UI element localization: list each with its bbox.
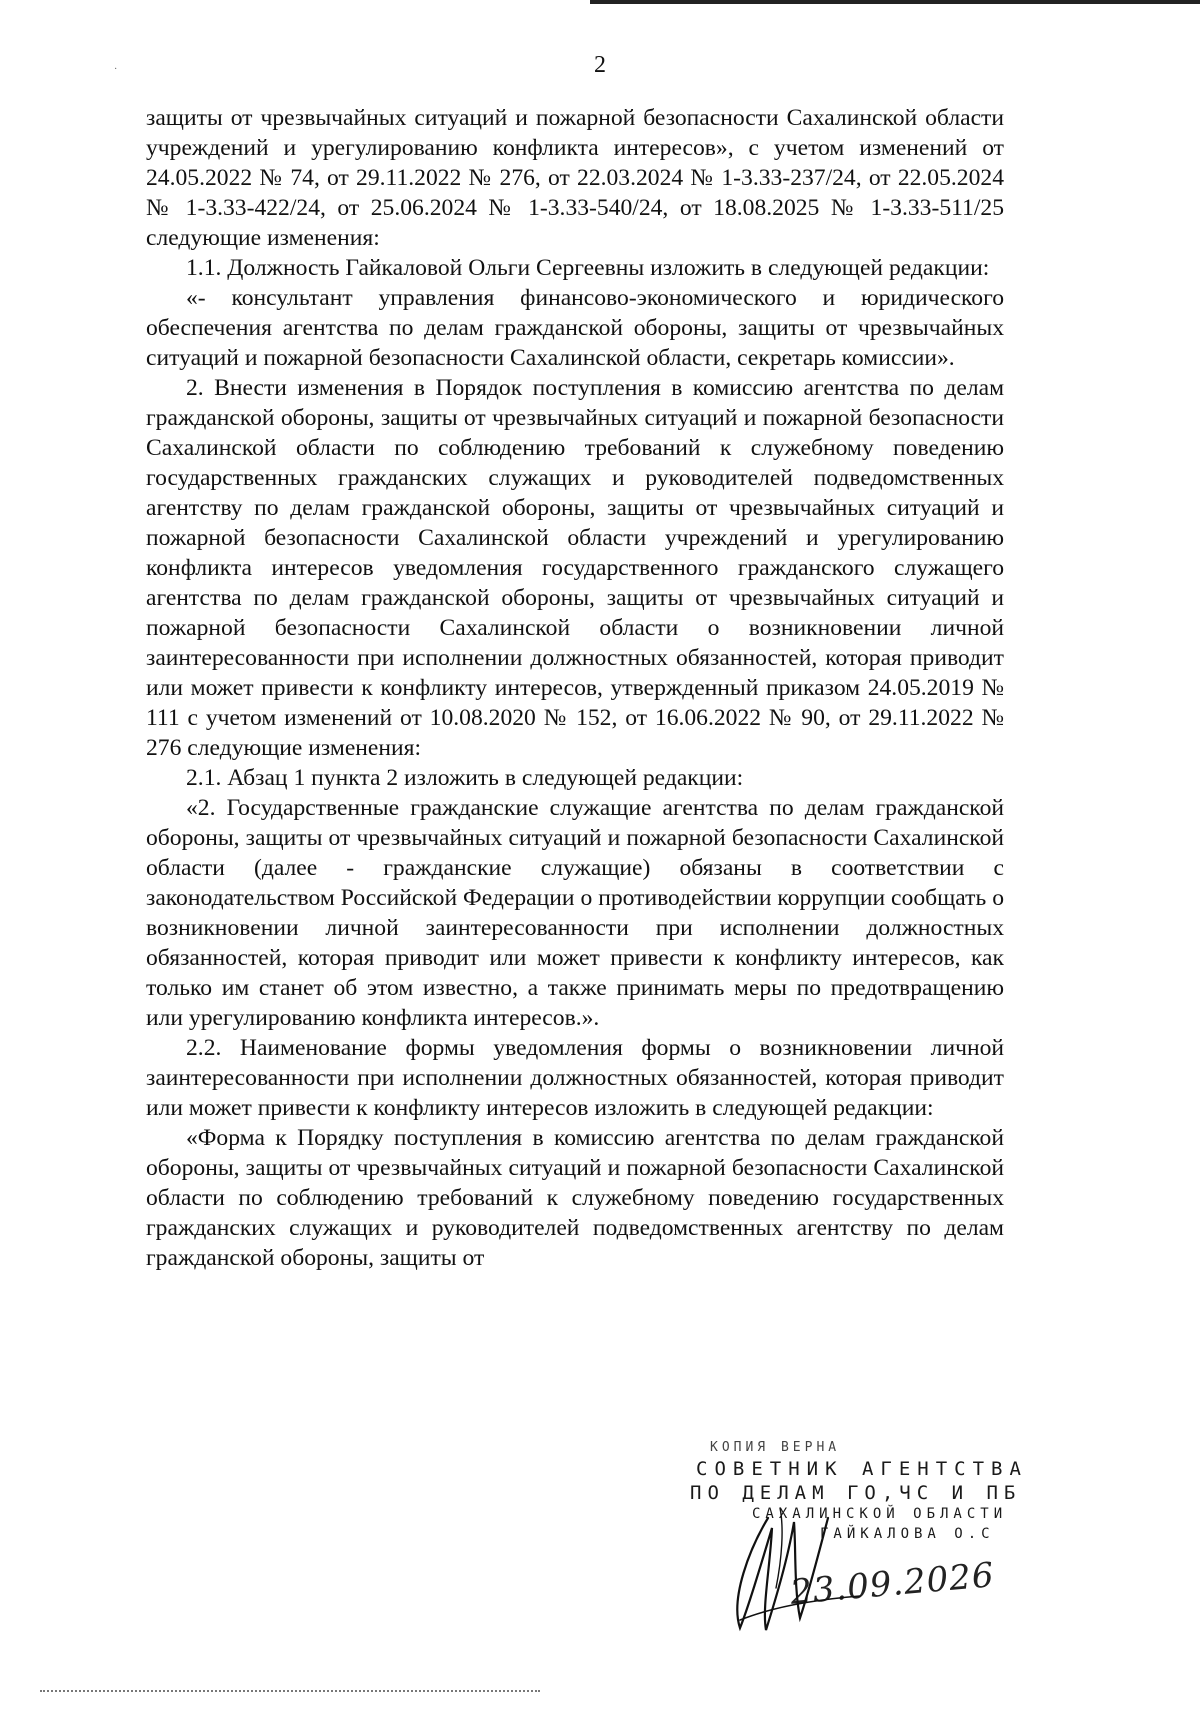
scan-edge-line (590, 0, 1200, 4)
handwritten-date: 23.09.2026 (788, 1555, 997, 1613)
scan-bottom-noise (40, 1690, 540, 1695)
paragraph-continuation: защиты от чрезвычайных ситуаций и пожарной безопасности Сахалинской области учреждений и урегулированию конфликта интересов», с учетом изменений от 24.05.2022 № 74, от 29.11.2022 № 276, от 22.03.2024 № 1-3.33-237/24, от 22.05.2024 № 1-3.33-422/24, от 25.06.2024 № 1-3.33-540/24, от 18.08.2025 № 1-3.33-511/25 следующие изменения: (146, 105, 1004, 251)
stamp-copy-verified: КОПИЯ ВЕРНА (710, 1440, 841, 1455)
stamp-department: ПО ДЕЛАМ ГО,ЧС И ПБ (690, 1482, 1022, 1504)
stamp-region: САХАЛИНСКОЙ ОБЛАСТИ (752, 1506, 1008, 1522)
paragraph-1-1-quote: «- консультант управления финансово-экономического и юридического обеспечения агентства по делам гражданской обороны, защиты от чрезвычайных ситуаций и пожарной безопасности Сахалинской области, секретарь комиссии». (146, 285, 1004, 371)
paragraph-2-1: 2.1. Абзац 1 пункта 2 изложить в следующей редакции: (186, 765, 744, 791)
page-number: 2 (594, 52, 606, 78)
stamp-name: ГАЙКАЛОВА О.С (820, 1526, 995, 1542)
document-body (146, 103, 1004, 1273)
paragraph-2-2: 2.2. Наименование формы уведомления формы о возникновении личной заинтересованности при исполнении должностных обязанностей, которая приводит или может привести к конфликту интересов изложить в следующей редакции: (146, 1035, 1004, 1121)
paragraph-2: 2. Внести изменения в Порядок поступления в комиссию агентства по делам гражданской обороны, защиты от чрезвычайных ситуаций и пожарной безопасности Сахалинской области по соблюдению требований к служебному поведению государственных гражданских служащих и руководителей подведомственных агентству по делам гражданской обороны, защиты от чрезвычайных ситуаций и пожарной безопасности Сахалинской области учреждений и урегулированию конфликта интересов уведомления государственного гражданского служащего агентства по делам гражданской обороны, защиты от чрезвычайных ситуаций и пожарной безопасности Сахалинской области о возникновении личной заинтересованности при исполнении должностных обязанностей, которая приводит или может привести к конфликту интересов, утвержденный приказом 24.05.2019 № 111 с учетом изменений от 10.08.2020 № 152, от 16.06.2022 № 90, от 29.11.2022 № 276 следующие изменения: (146, 375, 1004, 761)
handwritten-signature (710, 1488, 910, 1638)
paragraph-2-1-quote: «2. Государственные гражданские служащие агентства по делам гражданской обороны, защиты от чрезвычайных ситуаций и пожарной безопасности Сахалинской области (далее - гражданские служащие) обязаны в соответствии с законодательством Российской Федерации о противодействии коррупции сообщать о возникновении личной заинтересованности при исполнении должностных обязанностей, которая приводит или может привести к конфликту интересов, как только им станет об этом известно, а также принимать меры по предотвращению или урегулированию конфликта интересов.». (146, 795, 1004, 1031)
paragraph-2-2-quote: «Форма к Порядку поступления в комиссию агентства по делам гражданской обороны, защиты от чрезвычайных ситуаций и пожарной безопасности Сахалинской области по соблюдению требований к служебному поведению государственных гражданских служащих и руководителей подведомственных агентству по делам гражданской обороны, защиты от (146, 1125, 1004, 1271)
paragraph-1-1: 1.1. Должность Гайкаловой Ольги Сергеевны изложить в следующей редакции: (186, 255, 990, 281)
scan-speck: · (114, 64, 118, 75)
stamp-position: СОВЕТНИК АГЕНТСТВА (696, 1458, 1028, 1480)
